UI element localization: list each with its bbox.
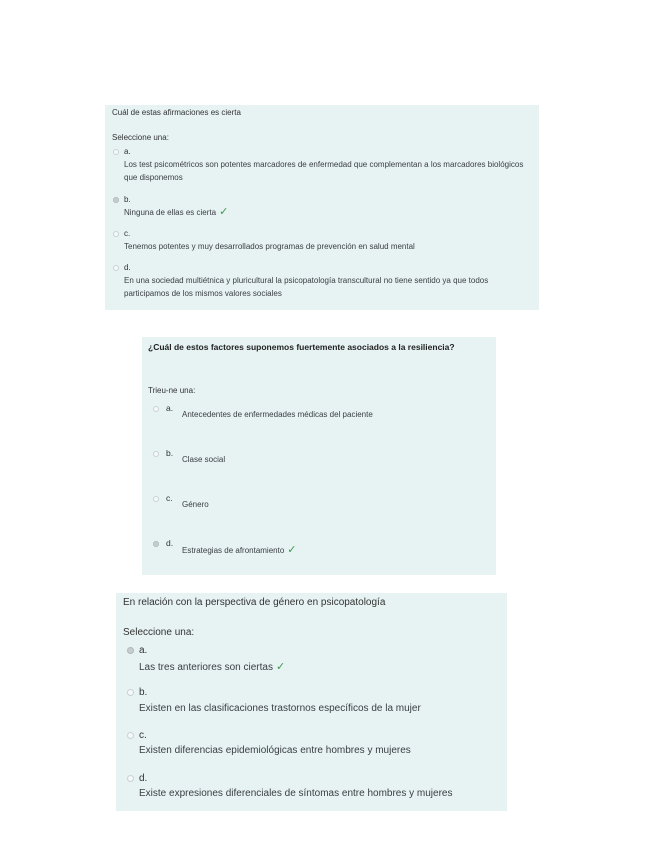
option-letter: a.	[166, 403, 174, 413]
radio-button[interactable]	[127, 647, 134, 654]
question-title: ¿Cuál de estos factores suponemos fuertemente asociados a la resiliencia?	[148, 342, 455, 352]
radio-button[interactable]	[153, 451, 159, 457]
question-card-3	[116, 593, 507, 811]
radio-button[interactable]	[153, 406, 159, 412]
question-title: En relación con la perspectiva de género en psicopatología	[123, 597, 386, 608]
option-text: Existe expresiones diferenciales de síntomas entre hombres y mujeres	[139, 788, 453, 799]
question-card-2	[142, 337, 496, 575]
question-title: Cuál de estas afirmaciones es cierta	[112, 108, 241, 117]
radio-button[interactable]	[113, 265, 119, 271]
option-text: Género	[182, 500, 209, 509]
radio-button[interactable]	[113, 231, 119, 237]
question-instruction: Seleccione una:	[112, 133, 169, 142]
option-text: Los test psicométricos son potentes marcadores de enfermedad que complementan a los marcadores biológicos que disponemos	[124, 160, 524, 182]
option-letter: c.	[124, 229, 131, 238]
radio-button[interactable]	[127, 775, 134, 782]
question-instruction: Trieu-ne una:	[148, 386, 196, 395]
option-text: En una sociedad multiétnica y pluricultural la psicopatología transcultural no tiene sentido ya que todos participamos de los mismos valores sociales	[124, 276, 489, 298]
option-letter: d.	[139, 773, 148, 784]
radio-button[interactable]	[113, 197, 119, 203]
option-text: Ninguna de ellas es cierta ✓	[124, 206, 229, 218]
option-text: Estrategias de afrontamiento ✓	[182, 544, 297, 556]
option-text: Existen diferencias epidemiológicas entre hombres y mujeres	[139, 745, 411, 756]
option-text: Existen en las clasificaciones trastornos específicos de la mujer	[139, 703, 421, 714]
option-letter: d.	[124, 263, 131, 272]
question-card-1	[105, 105, 539, 310]
option-letter: b.	[124, 195, 131, 204]
radio-button[interactable]	[113, 149, 119, 155]
option-text: Clase social	[182, 455, 226, 464]
radio-button[interactable]	[127, 732, 134, 739]
option-letter: d.	[166, 538, 174, 548]
option-text: Tenemos potentes y muy desarrollados programas de prevención en salud mental	[124, 242, 415, 251]
option-letter: a.	[124, 147, 131, 156]
radio-button[interactable]	[127, 689, 134, 696]
radio-button[interactable]	[153, 496, 159, 502]
check-icon: ✓	[219, 206, 229, 218]
question-instruction: Seleccione una:	[123, 627, 195, 638]
radio-button[interactable]	[153, 541, 159, 547]
check-icon: ✓	[287, 544, 297, 556]
option-letter: b.	[166, 448, 174, 458]
option-letter: b.	[139, 687, 148, 698]
option-letter: c.	[166, 493, 173, 503]
option-text: Antecedentes de enfermedades médicas del paciente	[182, 410, 373, 419]
option-letter: c.	[139, 730, 147, 741]
check-icon: ✓	[275, 661, 286, 673]
option-text: Las tres anteriores son ciertas ✓	[139, 661, 286, 673]
option-letter: a.	[139, 645, 148, 656]
